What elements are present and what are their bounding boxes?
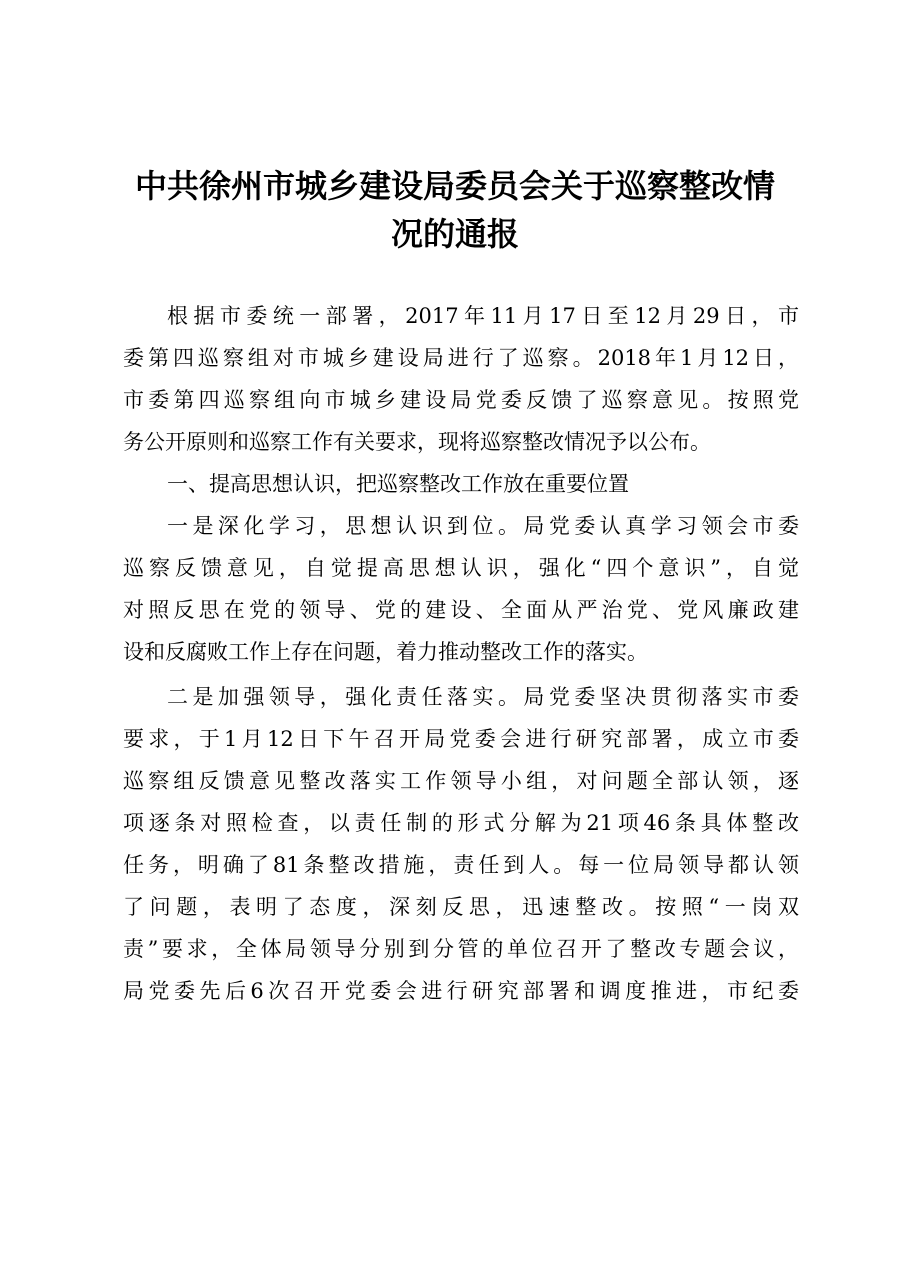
text-line: 巡察组反馈意见整改落实工作领导小组，对问题全部认领，逐 [123, 769, 799, 793]
section-heading [123, 463, 799, 505]
text-line: 了问题，表明了态度，深刻反思，迅速整改。按照“一岗双 [123, 895, 799, 919]
paragraph-learning [123, 505, 799, 673]
text-line: 责”要求，全体局领导分别到分管的单位召开了整改专题会议， [123, 937, 799, 961]
text-line: 对照反思在党的领导、党的建设、全面从严治党、党风廉政建 [123, 598, 799, 622]
title-line: 况的通报 [390, 215, 519, 253]
paragraph-leadership [123, 676, 799, 1012]
text-line: 一是深化学习，思想认识到位。局党委认真学习领会市委 [167, 514, 799, 538]
text-line: 项逐条对照检查，以责任制的形式分解为21项46条具体整改 [123, 811, 799, 835]
paragraph-intro [123, 295, 799, 463]
text-line: 务公开原则和巡察工作有关要求，现将巡察整改情况予以公布。 [123, 430, 711, 454]
text-line: 巡察反馈意见，自觉提高思想认识，强化“四个意识”，自觉 [123, 556, 799, 580]
title-line: 中共徐州市城乡建设局委员会关于巡察整改情 [134, 167, 775, 205]
document-title [120, 162, 790, 258]
text-line: 要求，于1月12日下午召开局党委会进行研究部署，成立市委 [123, 727, 799, 751]
text-line: 设和反腐败工作上存在问题，着力推动整改工作的落实。 [123, 640, 648, 664]
heading-line: 一、提高思想认识，把巡察整改工作放在重要位置 [167, 472, 629, 496]
text-line: 任务，明确了81条整改措施，责任到人。每一位局领导都认领 [123, 853, 799, 877]
text-line: 根据市委统一部署，2017年11月17日至12月29日，市 [167, 304, 799, 328]
text-line: 市委第四巡察组向市城乡建设局党委反馈了巡察意见。按照党 [123, 388, 799, 412]
text-line: 委第四巡察组对市城乡建设局进行了巡察。2018年1月12日， [123, 346, 799, 370]
document-body [123, 295, 799, 1012]
text-line: 局党委先后6次召开党委会进行研究部署和调度推进，市纪委 [123, 979, 799, 1003]
text-line: 二是加强领导，强化责任落实。局党委坚决贯彻落实市委 [167, 685, 799, 709]
